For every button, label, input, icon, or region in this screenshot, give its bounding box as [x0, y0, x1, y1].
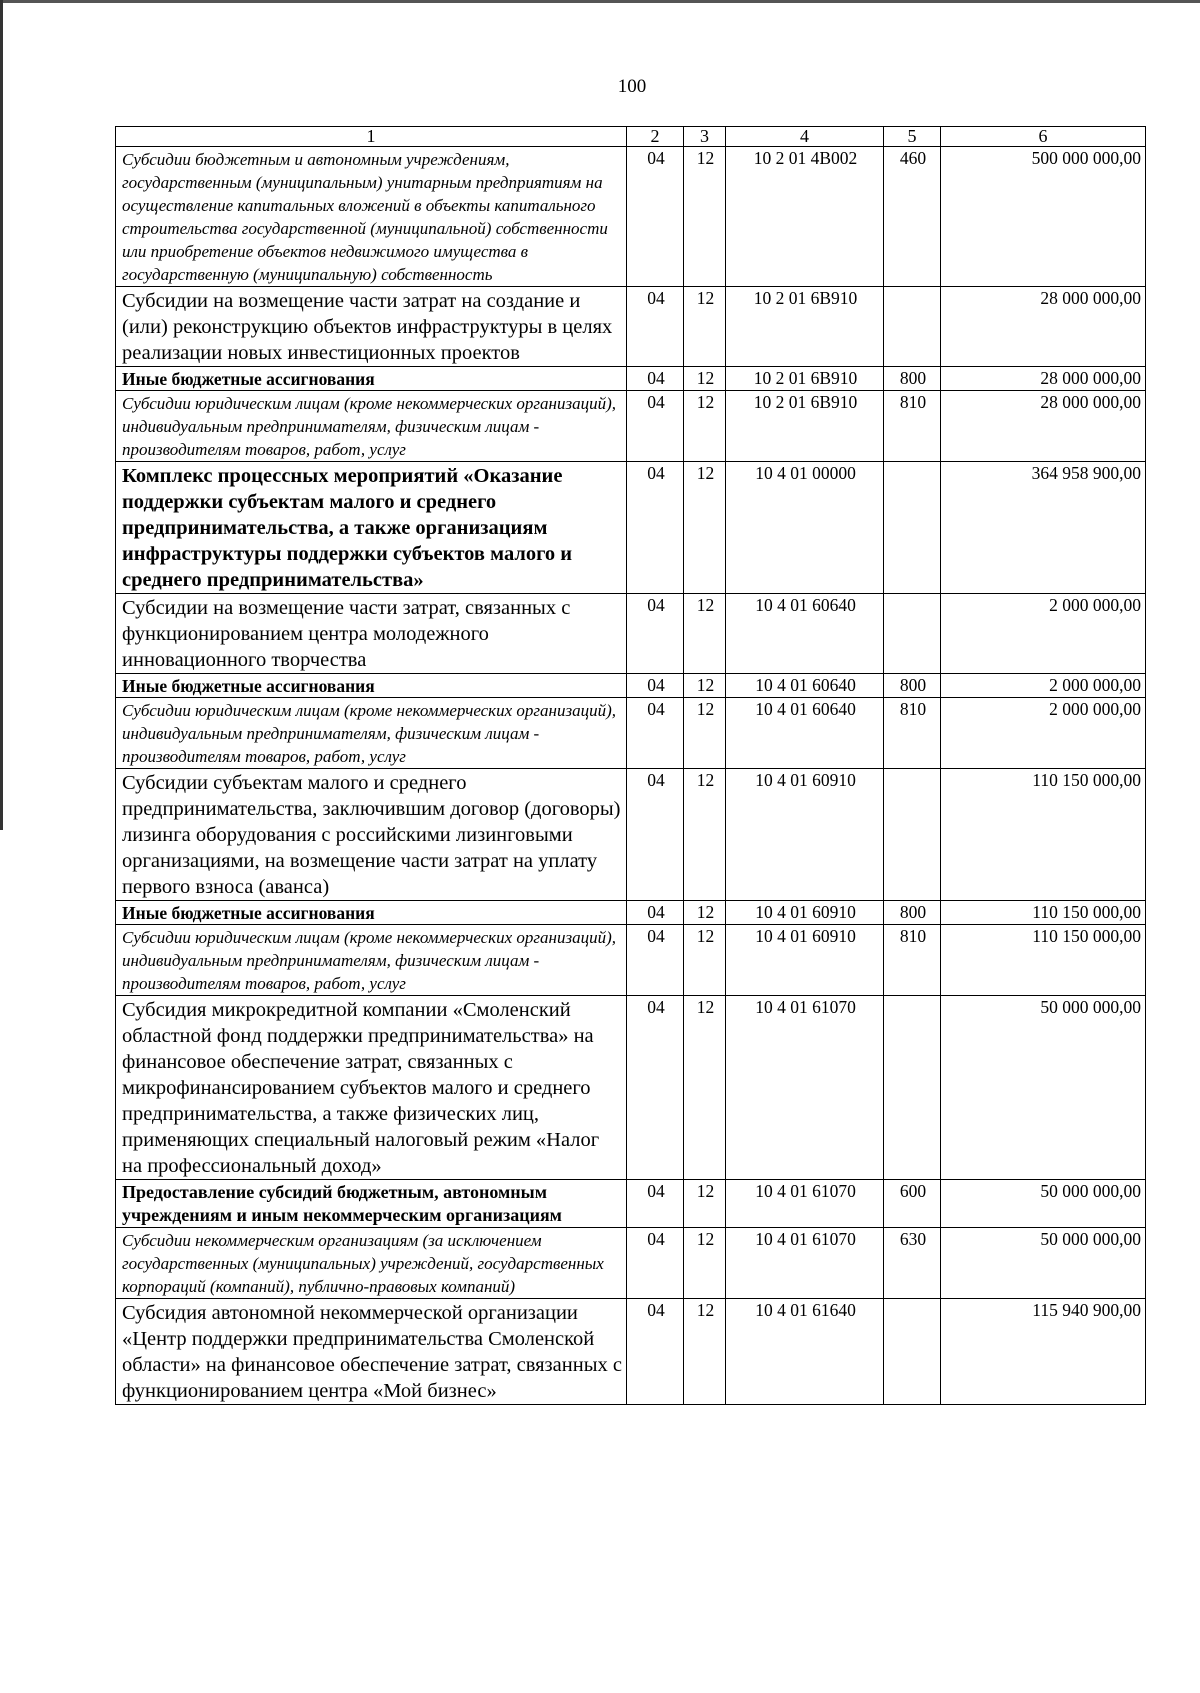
row-target-code: 10 4 01 00000: [726, 461, 884, 593]
row-expense-type: [884, 1298, 941, 1404]
row-section: 04: [627, 146, 684, 286]
row-expense-type: 810: [884, 697, 941, 768]
row-amount: 110 150 000,00: [941, 924, 1146, 995]
row-description: Комплекс процессных мероприятий «Оказание поддержки субъектам малого и среднего предпринимательства, а также организациям инфраструктуры поддержки субъектов малого и среднего предпринимательства»: [116, 461, 627, 593]
row-section: 04: [627, 768, 684, 900]
row-subsection: 12: [684, 1179, 726, 1227]
row-amount: 2 000 000,00: [941, 697, 1146, 768]
column-header: 6: [941, 127, 1146, 147]
row-expense-type: [884, 768, 941, 900]
row-target-code: 10 4 01 60910: [726, 924, 884, 995]
row-target-code: 10 2 01 6В910: [726, 390, 884, 461]
row-amount: 28 000 000,00: [941, 366, 1146, 390]
row-subsection: 12: [684, 461, 726, 593]
row-target-code: 10 4 01 60910: [726, 768, 884, 900]
column-header: 5: [884, 127, 941, 147]
row-section: 04: [627, 286, 684, 366]
row-subsection: 12: [684, 146, 726, 286]
row-section: 04: [627, 697, 684, 768]
row-description: Субсидии юридическим лицам (кроме некоммерческих организаций), индивидуальным предпринимателям, физическим лицам - производителям товаров, работ, услуг: [116, 390, 627, 461]
row-expense-type: 630: [884, 1227, 941, 1298]
row-subsection: 12: [684, 697, 726, 768]
row-description: Субсидии на возмещение части затрат, связанных с функционированием центра молодежного инновационного творчества: [116, 593, 627, 673]
row-target-code: 10 4 01 61070: [726, 1179, 884, 1227]
row-target-code: 10 2 01 6В910: [726, 286, 884, 366]
table-row: [116, 1298, 1146, 1404]
row-amount: 500 000 000,00: [941, 146, 1146, 286]
row-description: Субсидии некоммерческим организациям (за исключением государственных (муниципальных) учреждений, государственных корпораций (компаний), публично-правовых компаний): [116, 1227, 627, 1298]
table-row: [116, 286, 1146, 366]
row-amount: 50 000 000,00: [941, 1227, 1146, 1298]
column-header: 2: [627, 127, 684, 147]
row-target-code: 10 4 01 61070: [726, 1227, 884, 1298]
row-amount: 2 000 000,00: [941, 593, 1146, 673]
row-description: Иные бюджетные ассигнования: [116, 900, 627, 924]
table-row: [116, 673, 1146, 697]
row-subsection: 12: [684, 673, 726, 697]
table-row: [116, 366, 1146, 390]
row-target-code: 10 4 01 61640: [726, 1298, 884, 1404]
row-target-code: 10 4 01 60910: [726, 900, 884, 924]
row-amount: 110 150 000,00: [941, 900, 1146, 924]
row-subsection: 12: [684, 995, 726, 1179]
row-description: Субсидии бюджетным и автономным учреждениям, государственным (муниципальным) унитарным предприятиям на осуществление капитальных вложений в объекты капитального строительства государственной (муниципальной) собственности или приобретение объектов недвижимого имущества в государственную (муниципальную) собственность: [116, 146, 627, 286]
row-expense-type: [884, 593, 941, 673]
scan-edge: [0, 0, 1200, 3]
row-subsection: 12: [684, 1298, 726, 1404]
row-description: Иные бюджетные ассигнования: [116, 366, 627, 390]
table-row: [116, 1227, 1146, 1298]
row-amount: 115 940 900,00: [941, 1298, 1146, 1404]
row-section: 04: [627, 366, 684, 390]
row-description: Субсидия автономной некоммерческой организации «Центр поддержки предпринимательства Смоленской области» на финансовое обеспечение затрат, связанных с функционированием центра «Мой бизнес»: [116, 1298, 627, 1404]
row-section: 04: [627, 593, 684, 673]
row-section: 04: [627, 924, 684, 995]
row-description: Иные бюджетные ассигнования: [116, 673, 627, 697]
row-subsection: 12: [684, 286, 726, 366]
row-target-code: 10 2 01 6В910: [726, 366, 884, 390]
row-description: Субсидия микрокредитной компании «Смоленский областной фонд поддержки предпринимательства» на финансовое обеспечение затрат, связанных с микрофинансированием субъектов малого и среднего предпринимательства, а также физических лиц, применяющих специальный налоговый режим «Налог на профессиональный доход»: [116, 995, 627, 1179]
row-description: Субсидии юридическим лицам (кроме некоммерческих организаций), индивидуальным предпринимателям, физическим лицам - производителям товаров, работ, услуг: [116, 697, 627, 768]
table-row: [116, 1179, 1146, 1227]
row-expense-type: 600: [884, 1179, 941, 1227]
budget-table: [115, 126, 1146, 1405]
row-expense-type: [884, 995, 941, 1179]
row-description: Субсидии юридическим лицам (кроме некоммерческих организаций), индивидуальным предпринимателям, физическим лицам - производителям товаров, работ, услуг: [116, 924, 627, 995]
row-target-code: 10 4 01 60640: [726, 697, 884, 768]
table-row: [116, 697, 1146, 768]
row-section: 04: [627, 1179, 684, 1227]
row-section: 04: [627, 461, 684, 593]
table-row: [116, 768, 1146, 900]
table-row: [116, 995, 1146, 1179]
row-target-code: 10 4 01 60640: [726, 673, 884, 697]
row-target-code: 10 4 01 60640: [726, 593, 884, 673]
row-amount: 364 958 900,00: [941, 461, 1146, 593]
row-expense-type: [884, 461, 941, 593]
row-section: 04: [627, 1227, 684, 1298]
row-subsection: 12: [684, 390, 726, 461]
column-header: 4: [726, 127, 884, 147]
row-amount: 110 150 000,00: [941, 768, 1146, 900]
row-expense-type: 800: [884, 900, 941, 924]
table-row: [116, 924, 1146, 995]
row-subsection: 12: [684, 366, 726, 390]
row-expense-type: 460: [884, 146, 941, 286]
row-target-code: 10 4 01 61070: [726, 995, 884, 1179]
row-section: 04: [627, 900, 684, 924]
row-subsection: 12: [684, 900, 726, 924]
row-description: Субсидии на возмещение части затрат на создание и (или) реконструкцию объектов инфраструктуры в целях реализации новых инвестиционных проектов: [116, 286, 627, 366]
row-subsection: 12: [684, 593, 726, 673]
row-description: Субсидии субъектам малого и среднего предпринимательства, заключившим договор (договоры) лизинга оборудования с российскими лизинговыми организациями, на возмещение части затрат на уплату первого взноса (аванса): [116, 768, 627, 900]
table-row: [116, 900, 1146, 924]
column-header: 3: [684, 127, 726, 147]
table-header-row: [116, 127, 1146, 147]
row-description: Предоставление субсидий бюджетным, автономным учреждениям и иным некоммерческим организациям: [116, 1179, 627, 1227]
row-expense-type: [884, 286, 941, 366]
row-expense-type: 800: [884, 673, 941, 697]
table-row: [116, 461, 1146, 593]
row-amount: 28 000 000,00: [941, 286, 1146, 366]
table-row: [116, 390, 1146, 461]
table-row: [116, 593, 1146, 673]
row-expense-type: 810: [884, 924, 941, 995]
row-section: 04: [627, 673, 684, 697]
row-section: 04: [627, 1298, 684, 1404]
row-subsection: 12: [684, 924, 726, 995]
row-amount: 2 000 000,00: [941, 673, 1146, 697]
table-row: [116, 146, 1146, 286]
row-amount: 50 000 000,00: [941, 995, 1146, 1179]
row-expense-type: 810: [884, 390, 941, 461]
row-subsection: 12: [684, 1227, 726, 1298]
page-number: 100: [617, 76, 647, 97]
column-header: 1: [116, 127, 627, 147]
row-expense-type: 800: [884, 366, 941, 390]
row-section: 04: [627, 390, 684, 461]
row-amount: 50 000 000,00: [941, 1179, 1146, 1227]
scan-edge: [0, 0, 3, 830]
row-amount: 28 000 000,00: [941, 390, 1146, 461]
row-subsection: 12: [684, 768, 726, 900]
row-target-code: 10 2 01 4В002: [726, 146, 884, 286]
row-section: 04: [627, 995, 684, 1179]
